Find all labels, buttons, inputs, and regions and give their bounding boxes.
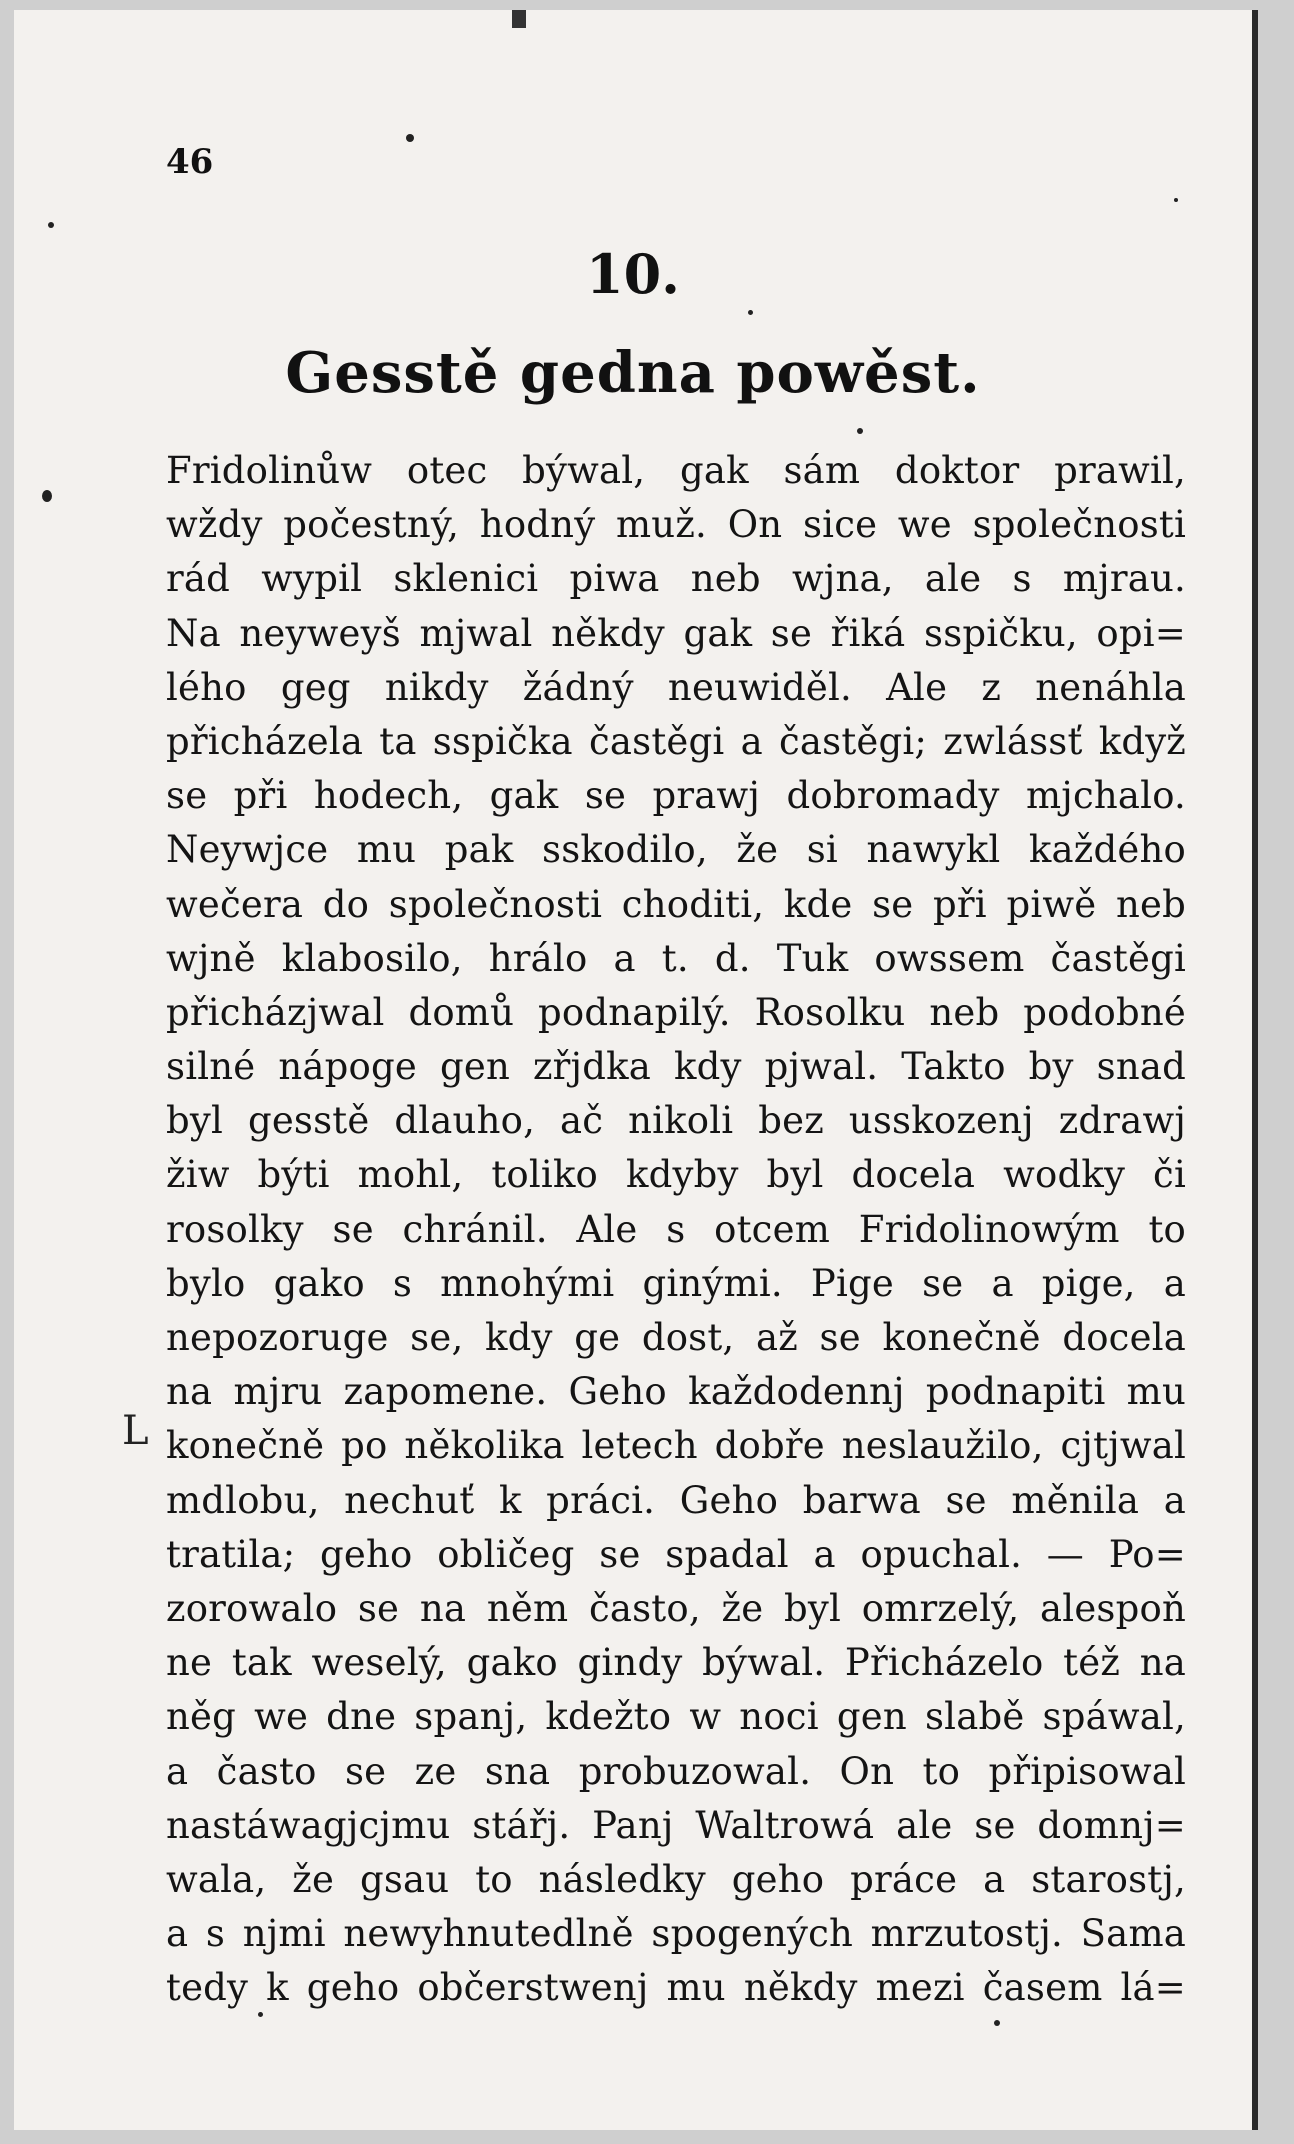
text-line: byl gesstě dlauho, ač nikoli bez usskozenj zdrawj — [166, 1099, 1186, 1143]
margin-mark: L — [122, 1408, 149, 1454]
text-line: rosolky se chránil. Ale s otcem Fridolinowým to — [166, 1207, 1186, 1251]
text-line: wečera do společnosti choditi, kde se při piwě neb — [166, 882, 1186, 926]
text-line: rád wypil sklenici piwa neb wjna, ale s mjrau. — [166, 557, 1186, 601]
ink-speck — [48, 222, 54, 228]
chapter-number: 10. — [586, 242, 680, 306]
ink-speck — [857, 428, 863, 434]
text-line: Neywjce mu pak sskodilo, že si nawykl každého — [166, 828, 1186, 872]
text-line: a často se ze sna probuzowal. On to připisowal — [166, 1749, 1186, 1793]
book-page — [14, 10, 1258, 2130]
ink-speck — [42, 490, 52, 502]
text-line: ne tak weselý, gako gindy býwal. Přicházelo též na — [166, 1641, 1186, 1685]
text-line: zorowalo se na něm často, že byl omrzelý, alespoň — [166, 1586, 1186, 1630]
text-line: přicházela ta sspička častěgi a častěgi; zwlássť když — [166, 719, 1186, 763]
ink-speck — [258, 2012, 263, 2017]
text-line: žiw býti mohl, toliko kdyby byl docela wodky či — [166, 1153, 1186, 1197]
text-line: konečně po několika letech dobře neslaužilo, cjtjwal — [166, 1424, 1186, 1468]
text-line: mdlobu, nechuť k práci. Geho barwa se měnila a — [166, 1478, 1186, 1522]
page-number: 46 — [166, 142, 214, 182]
text-line: přicházjwal domů podnapilý. Rosolku neb podobné — [166, 990, 1186, 1034]
text-line: na mjru zapomene. Geho každodennj podnapiti mu — [166, 1370, 1186, 1414]
body-text — [166, 444, 1186, 2015]
text-line: nastáwagjcjmu stářj. Panj Waltrowá ale se domnj= — [166, 1803, 1186, 1847]
text-line: wala, že gsau to následky geho práce a starostj, — [166, 1857, 1186, 1901]
ink-speck — [748, 310, 753, 315]
text-line: Fridolinůw otec býwal, gak sám doktor prawil, — [166, 449, 1186, 492]
ink-speck — [1174, 198, 1178, 202]
ink-speck — [994, 2020, 1000, 2026]
text-line: lého geg nikdy žádný neuwiděl. Ale z nenáhla — [166, 665, 1186, 709]
chapter-title: Gesstě gedna powěst. — [285, 340, 981, 406]
text-line: tratila; geho obličeg se spadal a opuchal. — Po= — [166, 1532, 1186, 1576]
text-line: se při hodech, gak se prawj dobromady mjchalo. — [166, 774, 1186, 818]
text-line: wždy počestný, hodný muž. On sice we společnosti — [166, 503, 1186, 547]
text-line: tedy k geho občerstwenj mu někdy mezi časem lá= — [166, 1966, 1186, 2010]
print-mark — [512, 10, 526, 28]
text-line: něg we dne spanj, kdežto w noci gen slabě spáwal, — [166, 1695, 1186, 1739]
text-line: a s njmi newyhnutedlně spogených mrzutostj. Sama — [166, 1912, 1186, 1956]
text-line: silné nápoge gen zřjdka kdy pjwal. Takto by snad — [166, 1045, 1186, 1089]
ink-speck — [406, 134, 414, 142]
text-line: wjně klabosilo, hrálo a t. d. Tuk owssem častěgi — [166, 936, 1186, 980]
text-line: bylo gako s mnohými ginými. Pige se a pige, a — [166, 1261, 1186, 1305]
text-line: Na neyweyš mjwal někdy gak se řiká sspičku, opi= — [166, 611, 1186, 655]
text-line: nepozoruge se, kdy ge dost, až se konečně docela — [166, 1316, 1186, 1359]
